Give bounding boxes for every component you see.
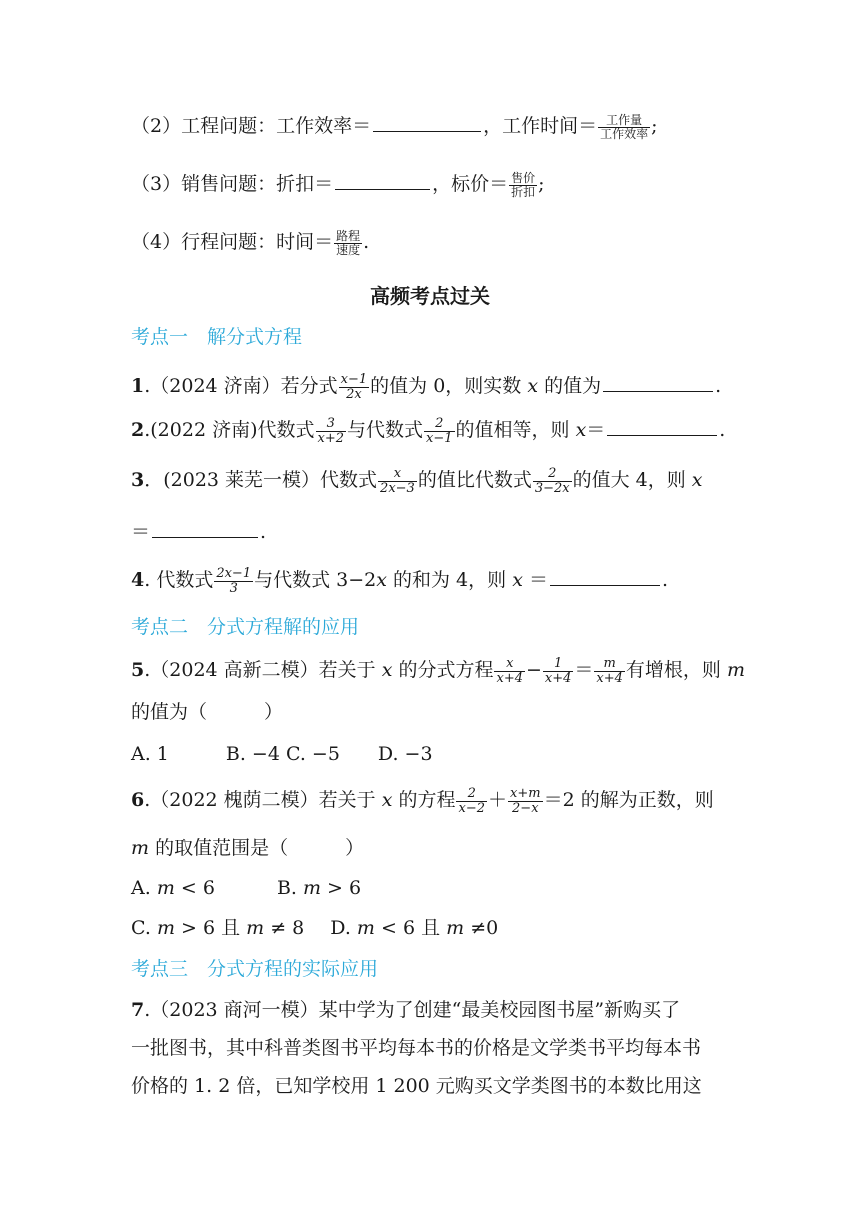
- question-2: 2.(2022 济南)代数式 $\frac{3}{x+2}$ 与代数式 $\frac{2}{x-1}$ 的值相等，则 x＝ .: [131, 415, 726, 446]
- question-6-options-ab: [131, 874, 361, 902]
- kaodian-2: 考点二 分式方程解的应用: [131, 616, 360, 638]
- section-title: 高频考点过关: [370, 284, 490, 308]
- fraction: 售价 折扣: [511, 170, 536, 199]
- fraction: $\frac{1}{x+4}$: [544, 655, 572, 686]
- kaodian-1: 考点一 解分式方程: [131, 326, 303, 348]
- answer-blank[interactable]: [373, 130, 481, 132]
- fraction: 工作量 工作效率: [600, 112, 649, 141]
- question-6-options-cd: [131, 914, 498, 942]
- option-a: A. m < 6: [131, 877, 215, 899]
- answer-blank[interactable]: [607, 434, 717, 436]
- question-5-options: A. 1 B. −4 C. −5 D. −3: [131, 743, 433, 765]
- question-3: 3．(2023 莱芜一模）代数式 $\frac{x}{2x-3}$ 的值比代数式 $\frac{2}{3-2x}$ 的值大 4，则 x: [131, 465, 703, 496]
- question-5-line2: 的值为（ ）: [131, 701, 284, 723]
- fraction: $\frac{2}{x-1}$: [426, 415, 453, 446]
- question-1: 1.（2024 济南）若分式 $\frac{x-1}{2x}$ 的值为 0，则实数 x 的值为 .: [131, 371, 722, 402]
- answer-blank[interactable]: [335, 188, 430, 190]
- question-6: 6.（2022 槐荫二模）若关于 x 的方程 $\frac{2}{x-2}$ ＋ $\frac{x+m}{2-x}$ ＝2 的解为正数，则: [131, 785, 714, 816]
- question-7: 7.（2023 商河一模）某中学为了创建“最美校园图书屋”新购买了: [131, 999, 681, 1021]
- fraction: $\frac{x-1}{2x}$: [340, 371, 368, 402]
- sales-formula: （3）销售问题：折扣＝ ，标价＝ 售价 折扣 ;: [131, 170, 545, 199]
- question-5: 5.（2024 高新二模）若关于 x 的分式方程 $\frac{x}{x+4}$ − $\frac{1}{x+4}$ ＝ $\frac{m}{x+4}$ 有增根，则 m: [131, 655, 745, 686]
- question-6-line2: m 的取值范围是（ ）: [131, 837, 365, 859]
- fraction: $\frac{3}{x+2}$: [317, 415, 344, 446]
- question-4: 4. 代数式 $\frac{2x-1}{3}$ 与代数式 3−2x 的和为 4，则 x ＝ .: [131, 565, 668, 596]
- fraction: $\frac{x+m}{2-x}$: [510, 785, 541, 816]
- fraction: $\frac{x}{x+4}$: [496, 655, 523, 686]
- answer-blank[interactable]: [152, 536, 258, 538]
- question-7-line2: 一批图书，其中科普类图书平均每本书的价格是文学类书平均每本书: [131, 1037, 702, 1059]
- fraction: $\frac{2}{3-2x}$: [534, 465, 570, 496]
- kaodian-3: 考点三 分式方程的实际应用: [131, 958, 379, 980]
- option-d: D. m < 6 且 m ≠0: [330, 917, 499, 939]
- option-c: C. m > 6 且 m ≠ 8: [131, 917, 305, 939]
- answer-blank[interactable]: [550, 584, 660, 586]
- option-b: B. m > 6: [276, 877, 362, 899]
- answer-blank[interactable]: [603, 390, 713, 392]
- fraction: $\frac{x}{2x-3}$: [380, 465, 415, 496]
- question-3-line2: ＝ .: [131, 521, 267, 543]
- engineering-formula: （2）工程问题：工作效率＝ ，工作时间＝ 工作量 工作效率 ;: [131, 112, 658, 141]
- travel-formula: （4）行程问题：时间＝ 路程 速度 .: [131, 228, 370, 257]
- fraction: 路程 速度: [336, 228, 361, 257]
- fraction: $\frac{2x-1}{3}$: [216, 565, 252, 596]
- fraction: $\frac{2}{x-2}$: [458, 785, 485, 816]
- fraction: $\frac{m}{x+4}$: [596, 655, 623, 686]
- question-7-line3: 价格的 1. 2 倍，已知学校用 1 200 元购买文学类图书的本数比用这: [131, 1075, 702, 1097]
